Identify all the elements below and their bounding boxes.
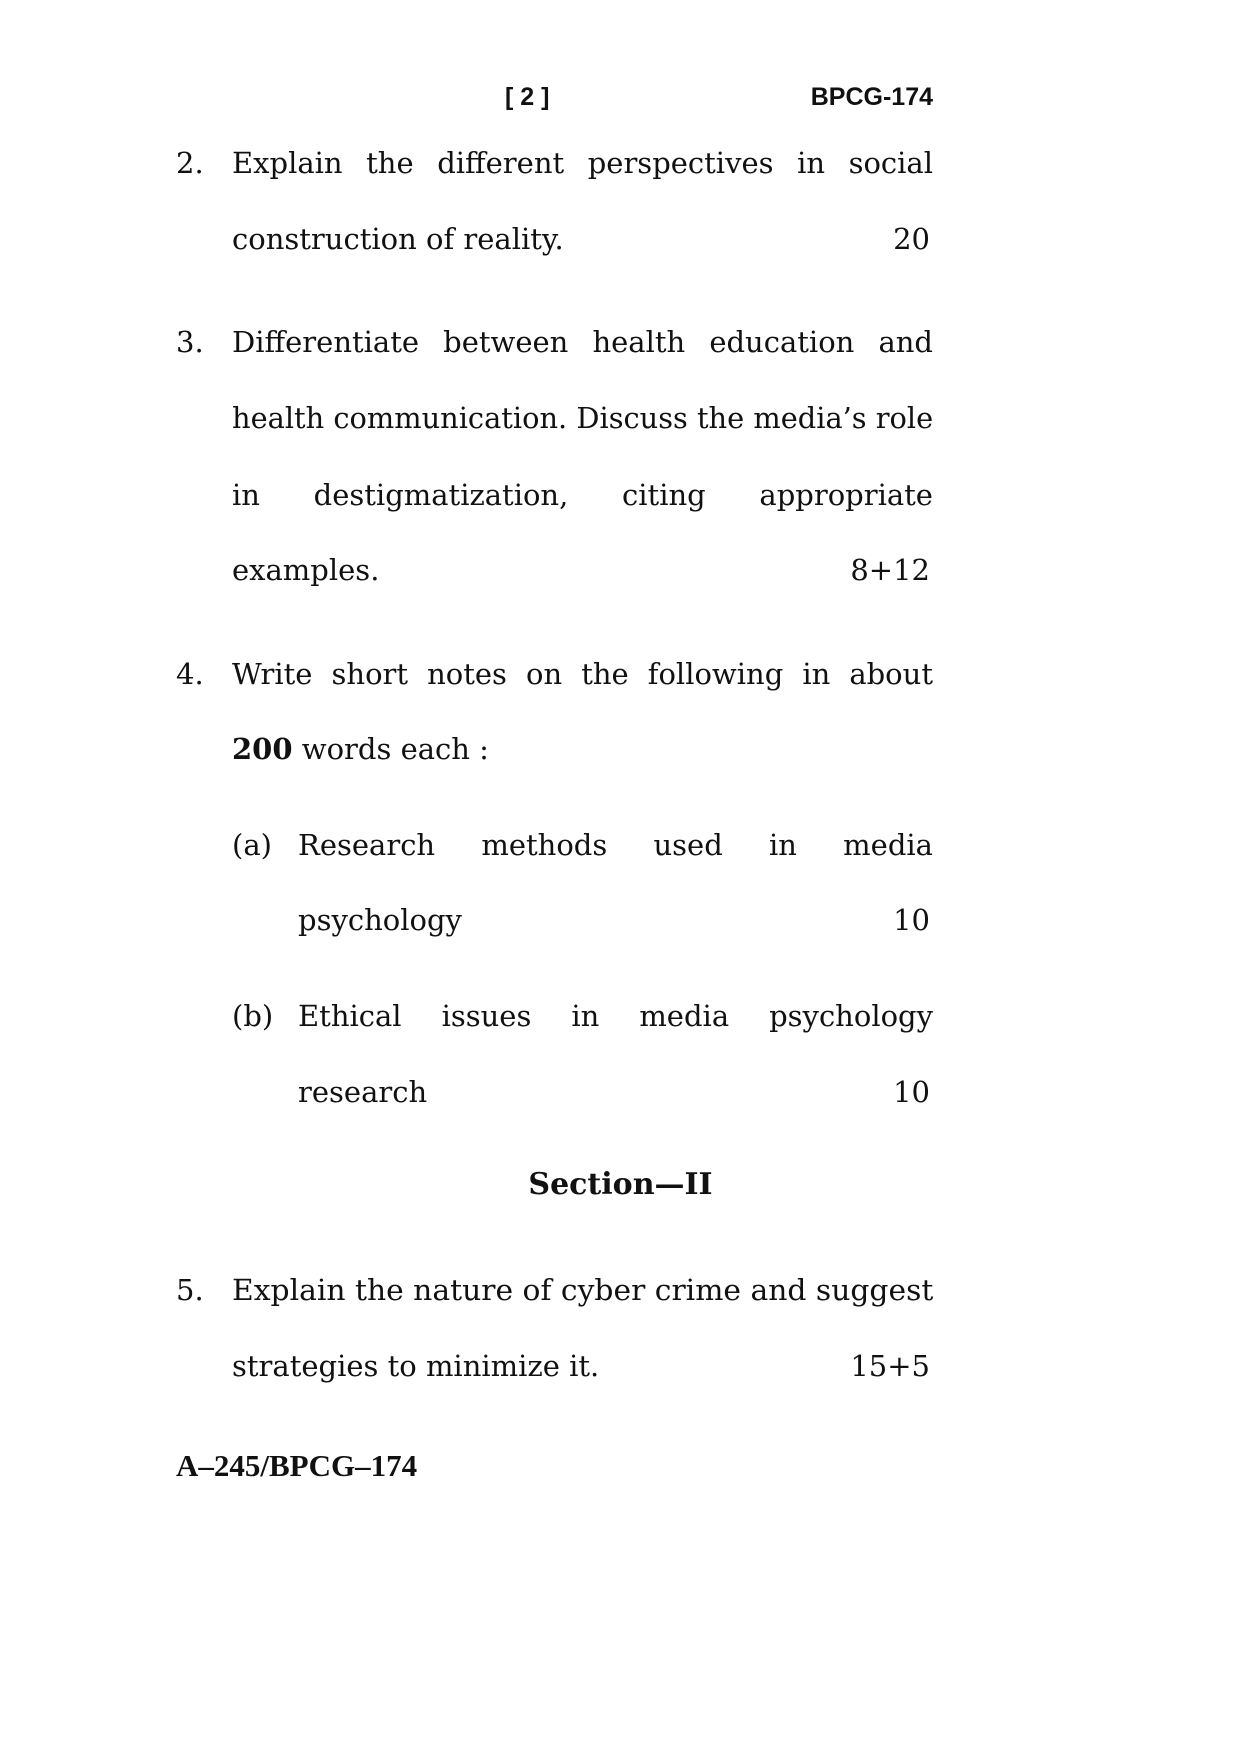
word: used xyxy=(653,828,723,862)
subpart-text-line xyxy=(298,827,933,863)
question-text-line: strategies to minimize it. xyxy=(232,1349,600,1383)
subpart-text-line: psychology xyxy=(298,903,462,937)
question-text-line: Explain the nature of cyber crime and suggest xyxy=(232,1273,934,1307)
page-number: [ 2 ] xyxy=(505,83,550,111)
word: between xyxy=(443,325,569,359)
question-text-line xyxy=(232,731,489,767)
question-number: 4. xyxy=(176,657,204,691)
word: about xyxy=(849,657,933,691)
marks: 10 xyxy=(893,1075,930,1109)
question-text: words each : xyxy=(292,732,489,766)
word: notes xyxy=(427,657,507,691)
word: education xyxy=(709,325,855,359)
word: different xyxy=(437,146,565,180)
word: social xyxy=(848,146,933,180)
word: in xyxy=(768,828,797,862)
word: citing xyxy=(622,478,706,512)
word: Ethical xyxy=(298,999,402,1033)
question-number: 3. xyxy=(176,325,204,359)
course-code: BPCG-174 xyxy=(810,83,933,111)
word: psychology xyxy=(769,999,933,1033)
question-text-line: examples. xyxy=(232,553,380,587)
word: on xyxy=(526,657,563,691)
marks: 8+12 xyxy=(850,553,930,587)
word: Research xyxy=(298,828,436,862)
marks: 10 xyxy=(893,903,930,937)
word: in xyxy=(802,657,831,691)
word: Explain xyxy=(232,146,343,180)
question-text-line: construction of reality. xyxy=(232,222,564,256)
word: Differentiate xyxy=(232,325,420,359)
word: the xyxy=(366,146,414,180)
word: destigmatization, xyxy=(313,478,569,512)
question-text-line: health communication. Discuss the media’s role xyxy=(232,401,934,435)
question-text-line xyxy=(232,324,933,360)
marks: 15+5 xyxy=(850,1349,930,1383)
section-heading: Section—II xyxy=(528,1167,713,1202)
word: following xyxy=(647,657,784,691)
word: the xyxy=(581,657,629,691)
subpart-text-line: research xyxy=(298,1075,428,1109)
question-text-line xyxy=(232,656,933,692)
word: methods xyxy=(481,828,608,862)
subpart-label: (b) xyxy=(232,999,274,1033)
question-number: 2. xyxy=(176,146,204,180)
word-limit: 200 xyxy=(232,732,293,766)
word: media xyxy=(843,828,933,862)
word: Write xyxy=(232,657,313,691)
word: short xyxy=(331,657,409,691)
subpart-text-line xyxy=(298,998,933,1034)
subpart-label: (a) xyxy=(232,828,272,862)
word: media xyxy=(639,999,730,1033)
word: perspectives xyxy=(587,146,774,180)
word: in xyxy=(232,478,260,512)
word: in xyxy=(797,146,826,180)
word: and xyxy=(878,325,933,359)
word: in xyxy=(571,999,600,1033)
word: health xyxy=(592,325,686,359)
footer-code: A–245/BPCG–174 xyxy=(176,1448,418,1483)
question-text-line xyxy=(232,477,933,513)
question-number: 5. xyxy=(176,1273,204,1307)
word: issues xyxy=(441,999,532,1033)
question-text-line xyxy=(232,145,933,181)
marks: 20 xyxy=(893,222,930,256)
word: appropriate xyxy=(759,478,933,512)
